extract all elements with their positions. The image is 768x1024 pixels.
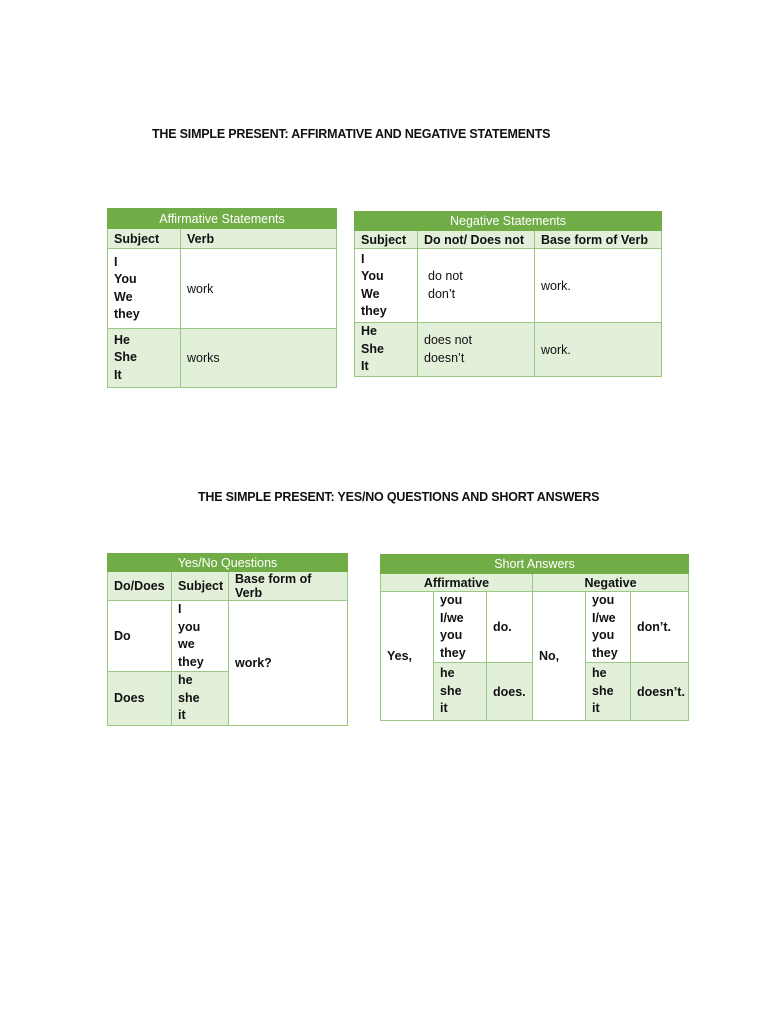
aff-answer-1: do. bbox=[487, 592, 533, 663]
yes-no-questions-table bbox=[107, 553, 348, 726]
col-affirmative: Affirmative bbox=[381, 574, 533, 592]
col-base-form: Base form of Verb bbox=[229, 572, 348, 601]
subject-group-2: He She It bbox=[355, 323, 418, 377]
col-subject: Subject bbox=[108, 229, 181, 249]
neg-subjects-2: he she it bbox=[586, 663, 631, 721]
negative-title: Negative Statements bbox=[355, 212, 662, 231]
subject-group-2: he she it bbox=[172, 672, 229, 726]
aux-do: Do bbox=[108, 601, 172, 672]
short-answers-title: Short Answers bbox=[381, 555, 689, 574]
col-verb: Verb bbox=[181, 229, 337, 249]
col-subject: Subject bbox=[355, 231, 418, 249]
aux-cell-1: do not don’t bbox=[418, 249, 535, 323]
aff-subjects-1: you I/we you they bbox=[434, 592, 487, 663]
negative-statements-table bbox=[354, 211, 662, 377]
verb-cell-1: work. bbox=[535, 249, 662, 323]
verb-cell-1: work bbox=[181, 249, 337, 329]
heading-statements: THE SIMPLE PRESENT: AFFIRMATIVE AND NEGATIVE STATEMENTS bbox=[152, 127, 551, 141]
yes-cell: Yes, bbox=[381, 592, 434, 721]
aux-cell-2: does not doesn’t bbox=[418, 323, 535, 377]
neg-subjects-1: you I/we you they bbox=[586, 592, 631, 663]
col-subject: Subject bbox=[172, 572, 229, 601]
subject-group-1: I you we they bbox=[172, 601, 229, 672]
col-do-does: Do/Does bbox=[108, 572, 172, 601]
col-base-form: Base form of Verb bbox=[535, 231, 662, 249]
heading-questions: THE SIMPLE PRESENT: YES/NO QUESTIONS AND SHORT ANSWERS bbox=[198, 490, 600, 504]
affirmative-statements-table bbox=[107, 208, 337, 388]
affirmative-title: Affirmative Statements bbox=[108, 209, 337, 229]
verb-cell-2: works bbox=[181, 329, 337, 388]
no-cell: No, bbox=[533, 592, 586, 721]
subject-group-2: He She It bbox=[108, 329, 181, 388]
col-negative: Negative bbox=[533, 574, 689, 592]
verb-cell: work? bbox=[229, 601, 348, 726]
aux-does: Does bbox=[108, 672, 172, 726]
verb-cell-2: work. bbox=[535, 323, 662, 377]
yes-no-title: Yes/No Questions bbox=[108, 554, 348, 572]
subject-group-1: I You We they bbox=[355, 249, 418, 323]
col-do-not: Do not/ Does not bbox=[418, 231, 535, 249]
subject-group-1: I You We they bbox=[108, 249, 181, 329]
neg-answer-2: doesn’t. bbox=[631, 663, 689, 721]
neg-answer-1: don’t. bbox=[631, 592, 689, 663]
aff-answer-2: does. bbox=[487, 663, 533, 721]
short-answers-table bbox=[380, 554, 689, 721]
aff-subjects-2: he she it bbox=[434, 663, 487, 721]
